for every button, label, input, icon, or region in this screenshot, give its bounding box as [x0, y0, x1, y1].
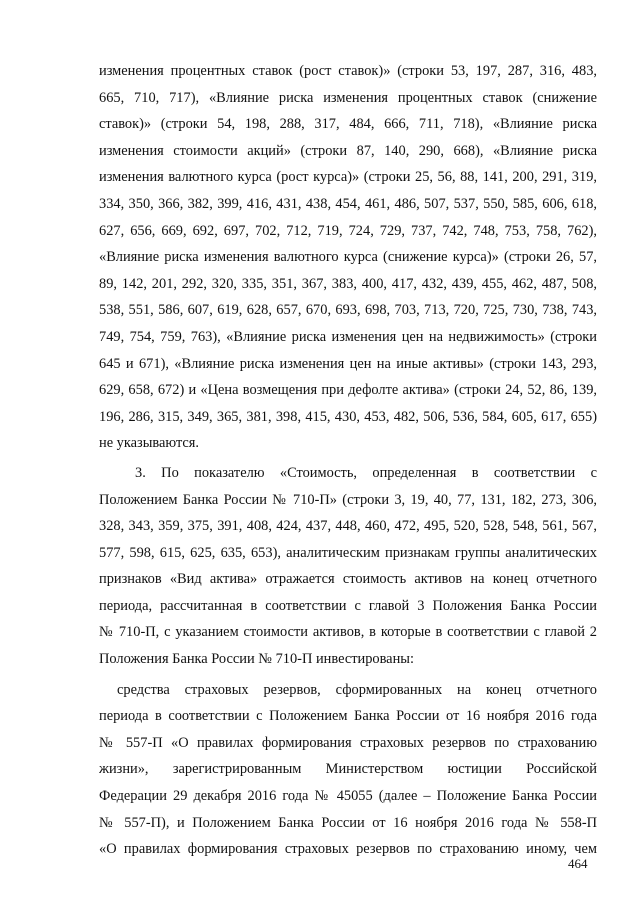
text-line: Федерации 29 декабря 2016 года № 45055 (далее – Положение Банка России	[99, 788, 597, 805]
text-line: 334, 350, 366, 382, 399, 416, 431, 438, 454, 461, 486, 507, 537, 550, 585, 606, 618,	[99, 195, 597, 212]
page-number: 464	[568, 856, 588, 871]
text-line: «Влияние риска изменения валютного курса (снижение курса)» (строки 26, 57,	[99, 249, 597, 266]
text-line: 577, 598, 615, 625, 635, 653), аналитическим признакам группы аналитических	[99, 544, 597, 561]
text-line: № 557-П), и Положением Банка России от 16 ноября 2016 года № 558-П	[99, 814, 597, 831]
text-line: изменения процентных ставок (рост ставок)» (строки 53, 197, 287, 316, 483,	[99, 63, 597, 79]
text-line: 749, 754, 759, 763), «Влияние риска изменения цен на недвижимость» (строки	[99, 328, 597, 345]
document-body	[99, 58, 597, 863]
text-line: 538, 551, 586, 607, 619, 628, 657, 670, 693, 698, 703, 713, 720, 725, 730, 738, 743,	[99, 302, 597, 319]
text-line: 665, 710, 717), «Влияние риска изменения процентных ставок (снижение	[99, 89, 597, 106]
text-line: средства страховых резервов, сформированных на конец отчетного	[117, 681, 597, 698]
text-line: Положения Банка России № 710-П инвестированы:	[99, 651, 414, 668]
text-line: Положением Банка России № 710-П» (строки 3, 19, 40, 77, 131, 182, 273, 306,	[99, 491, 597, 508]
text-line: 89, 142, 201, 292, 320, 335, 351, 367, 383, 400, 417, 432, 439, 455, 462, 487, 508,	[99, 275, 597, 292]
text-line: изменения стоимости акций» (строки 87, 140, 290, 668), «Влияние риска	[99, 142, 597, 159]
paragraph-risk-rows	[99, 58, 597, 457]
text-line: № 557-П «О правилах формирования страховых резервов по страхованию	[99, 734, 597, 751]
text-line: не указываются.	[99, 435, 200, 452]
text-line: «О правилах формирования страховых резервов по страхованию иному, чем	[99, 841, 597, 858]
text-line: 629, 658, 672) и «Цена возмещения при дефолте актива» (строки 24, 52, 86, 139,	[99, 382, 597, 399]
text-line: 328, 343, 359, 375, 391, 408, 424, 437, 448, 460, 472, 495, 520, 528, 548, 561, 567,	[99, 518, 597, 535]
text-line: признаков «Вид актива» отражается стоимость активов на конец отчетного	[99, 571, 597, 588]
text-line: 627, 656, 669, 692, 697, 702, 712, 719, 724, 729, 737, 742, 748, 753, 758, 762),	[99, 222, 597, 239]
paragraph-insurance-reserves	[99, 677, 597, 863]
text-line: ставок)» (строки 54, 198, 288, 317, 484, 666, 711, 718), «Влияние риска	[99, 116, 597, 133]
text-line: периода, рассчитанная в соответствии с главой 3 Положения Банка России	[99, 597, 597, 614]
text-line: периода в соответствии с Положением Банка России от 16 ноября 2016 года	[99, 708, 597, 725]
text-line: № 710-П, с указанием стоимости активов, в которые в соответствии с главой 2	[99, 624, 597, 641]
text-line: 196, 286, 315, 349, 365, 381, 398, 415, 430, 453, 482, 506, 536, 584, 605, 617, 655)	[99, 408, 597, 425]
text-line: изменения валютного курса (рост курса)» (строки 25, 56, 88, 141, 200, 291, 319,	[99, 169, 597, 186]
paragraph-item-3	[99, 460, 597, 673]
text-line: 3. По показателю «Стоимость, определенная в соответствии с	[135, 464, 597, 481]
text-line: 645 и 671), «Влияние риска изменения цен на иные активы» (строки 143, 293,	[99, 355, 597, 372]
text-line: жизни», зарегистрированным Министерством юстиции Российской	[99, 761, 597, 778]
